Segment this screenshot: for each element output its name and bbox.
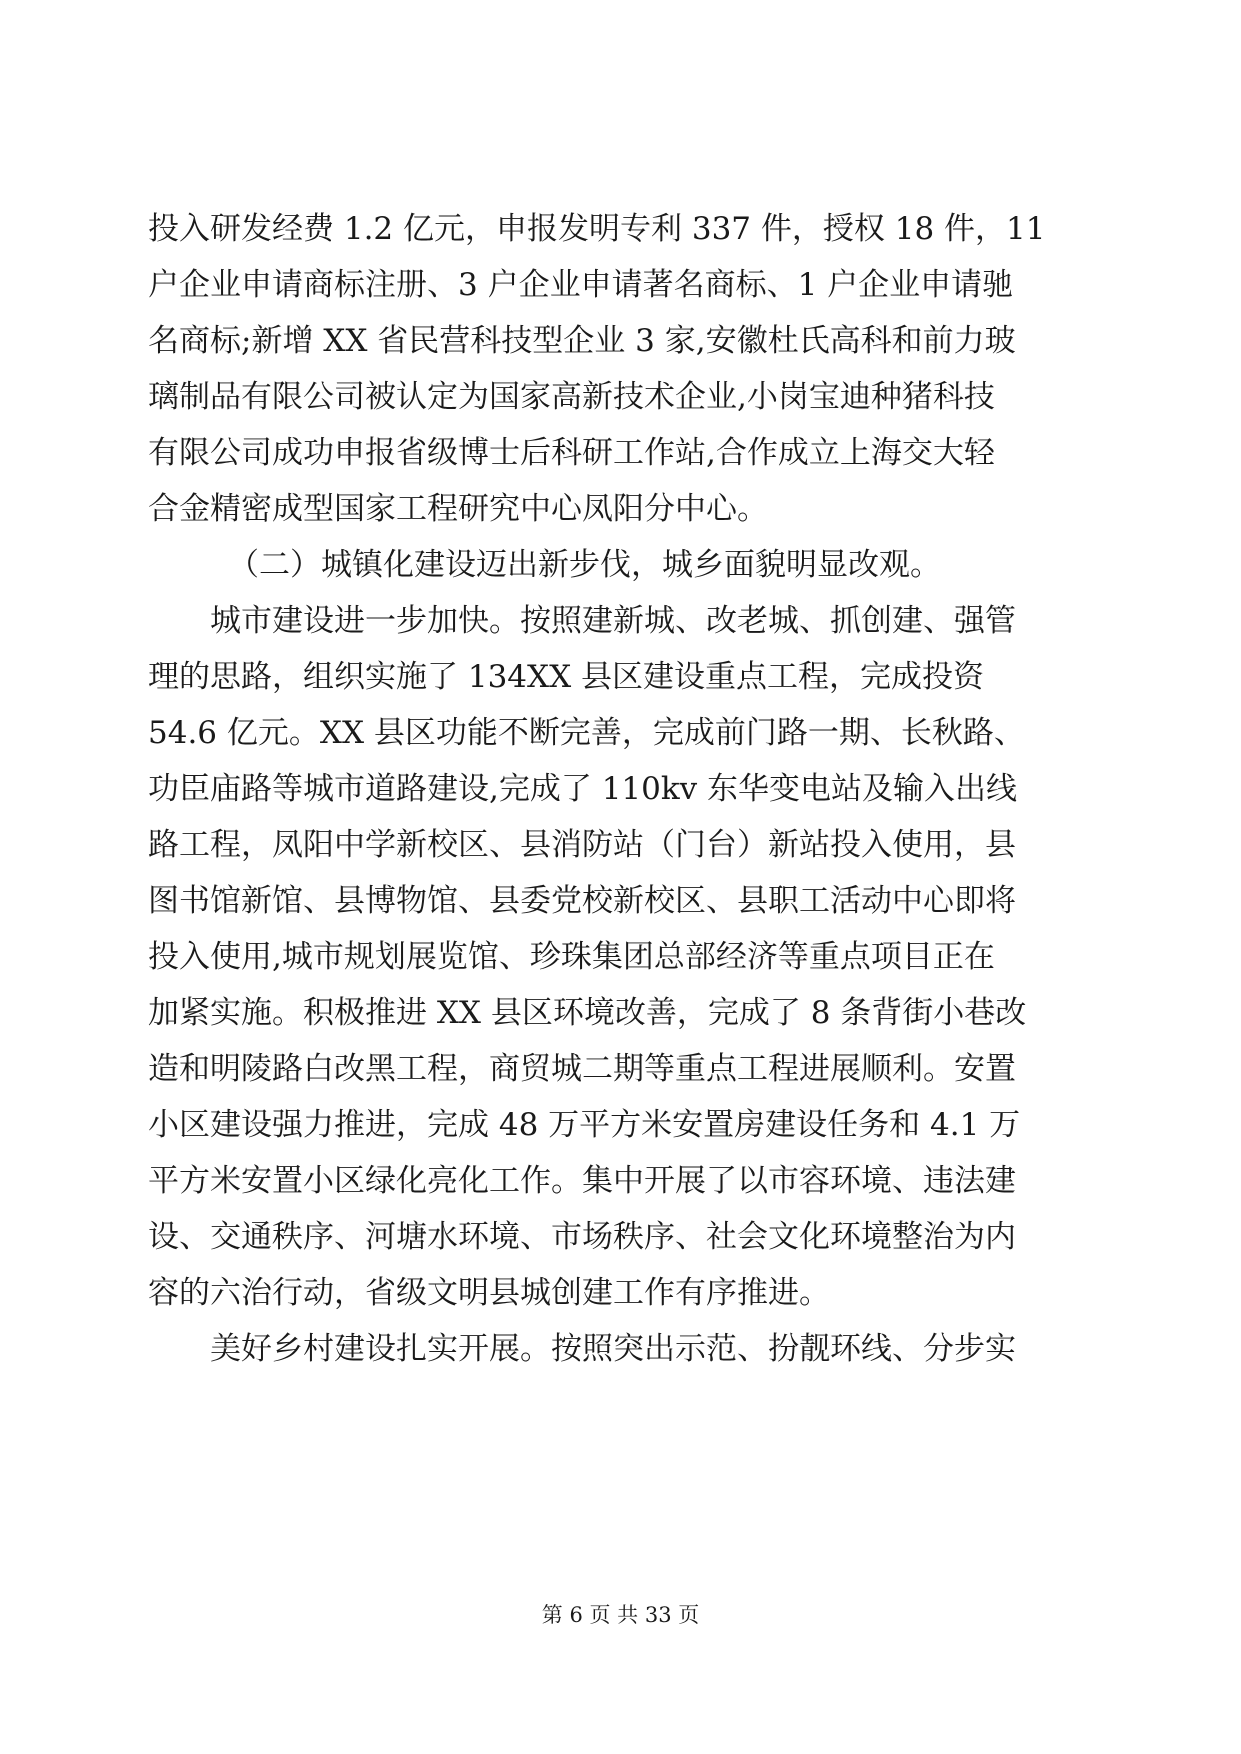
text-line	[0, 1270, 1241, 1316]
text-line-content: 美好乡村建设扎实开展。按照突出示范、扮靓环线、分步实	[210, 1331, 1016, 1367]
text-line-content: 理的思路，组织实施了 134XX 县区建设重点工程，完成投资	[148, 659, 985, 695]
text-line-content: 造和明陵路白改黑工程，商贸城二期等重点工程进展顺利。安置	[148, 1051, 1016, 1087]
text-line-content: 加紧实施。积极推进 XX 县区环境改善，完成了 8 条背街小巷改	[148, 995, 1027, 1031]
text-line	[0, 374, 1241, 420]
text-line	[0, 766, 1241, 812]
text-line	[0, 654, 1241, 700]
text-line	[0, 878, 1241, 924]
text-line	[0, 1046, 1241, 1092]
text-line	[0, 1102, 1241, 1148]
text-line	[0, 934, 1241, 980]
text-line-content: 图书馆新馆、县博物馆、县委党校新校区、县职工活动中心即将	[148, 883, 1016, 919]
text-line-content: 路工程，凤阳中学新校区、县消防站（门台）新站投入使用，县	[148, 827, 1016, 863]
text-line	[0, 990, 1241, 1036]
text-line	[0, 1214, 1241, 1260]
text-line	[0, 822, 1241, 868]
text-line-content: 有限公司成功申报省级博士后科研工作站,合作成立上海交大轻	[148, 435, 995, 471]
text-line	[0, 1326, 1241, 1372]
text-line	[0, 318, 1241, 364]
text-line-content: 合金精密成型国家工程研究中心凤阳分中心。	[148, 491, 768, 527]
text-line	[0, 486, 1241, 532]
text-line-content: 设、交通秩序、河塘水环境、市场秩序、社会文化环境整治为内	[148, 1219, 1016, 1255]
text-line-content: 投入研发经费 1.2 亿元，申报发明专利 337 件，授权 18 件，11	[148, 211, 1046, 247]
text-line-content: 城市建设进一步加快。按照建新城、改老城、抓创建、强管	[210, 603, 1016, 639]
text-line	[0, 430, 1241, 476]
text-line	[0, 598, 1241, 644]
section-heading	[0, 542, 1241, 588]
text-line-content: 投入使用,城市规划展览馆、珍珠集团总部经济等重点项目正在	[148, 939, 995, 975]
text-line	[0, 262, 1241, 308]
text-line-content: 功臣庙路等城市道路建设,完成了 110kv 东华变电站及输入出线	[148, 771, 1018, 807]
text-line-content: 户企业申请商标注册、3 户企业申请著名商标、1 户企业申请驰	[148, 267, 1014, 303]
text-line	[0, 206, 1241, 252]
section-heading-text: （二）城镇化建设迈出新步伐，城乡面貌明显改观。	[228, 547, 941, 583]
text-line	[0, 710, 1241, 756]
text-line-content: 名商标;新增 XX 省民营科技型企业 3 家,安徽杜氏高科和前力玻	[148, 323, 1016, 359]
page-number: 第 6 页 共 33 页	[541, 1603, 700, 1627]
text-line-content: 容的六治行动，省级文明县城创建工作有序推进。	[148, 1275, 830, 1311]
text-line	[0, 1158, 1241, 1204]
text-line-content: 璃制品有限公司被认定为国家高新技术企业,小岗宝迪种猪科技	[148, 379, 995, 415]
text-line-content: 小区建设强力推进，完成 48 万平方米安置房建设任务和 4.1 万	[148, 1107, 1021, 1143]
text-line-content: 平方米安置小区绿化亮化工作。集中开展了以市容环境、违法建	[148, 1163, 1016, 1199]
text-line-content: 54.6 亿元。XX 县区功能不断完善，完成前门路一期、长秋路、	[148, 715, 1025, 751]
